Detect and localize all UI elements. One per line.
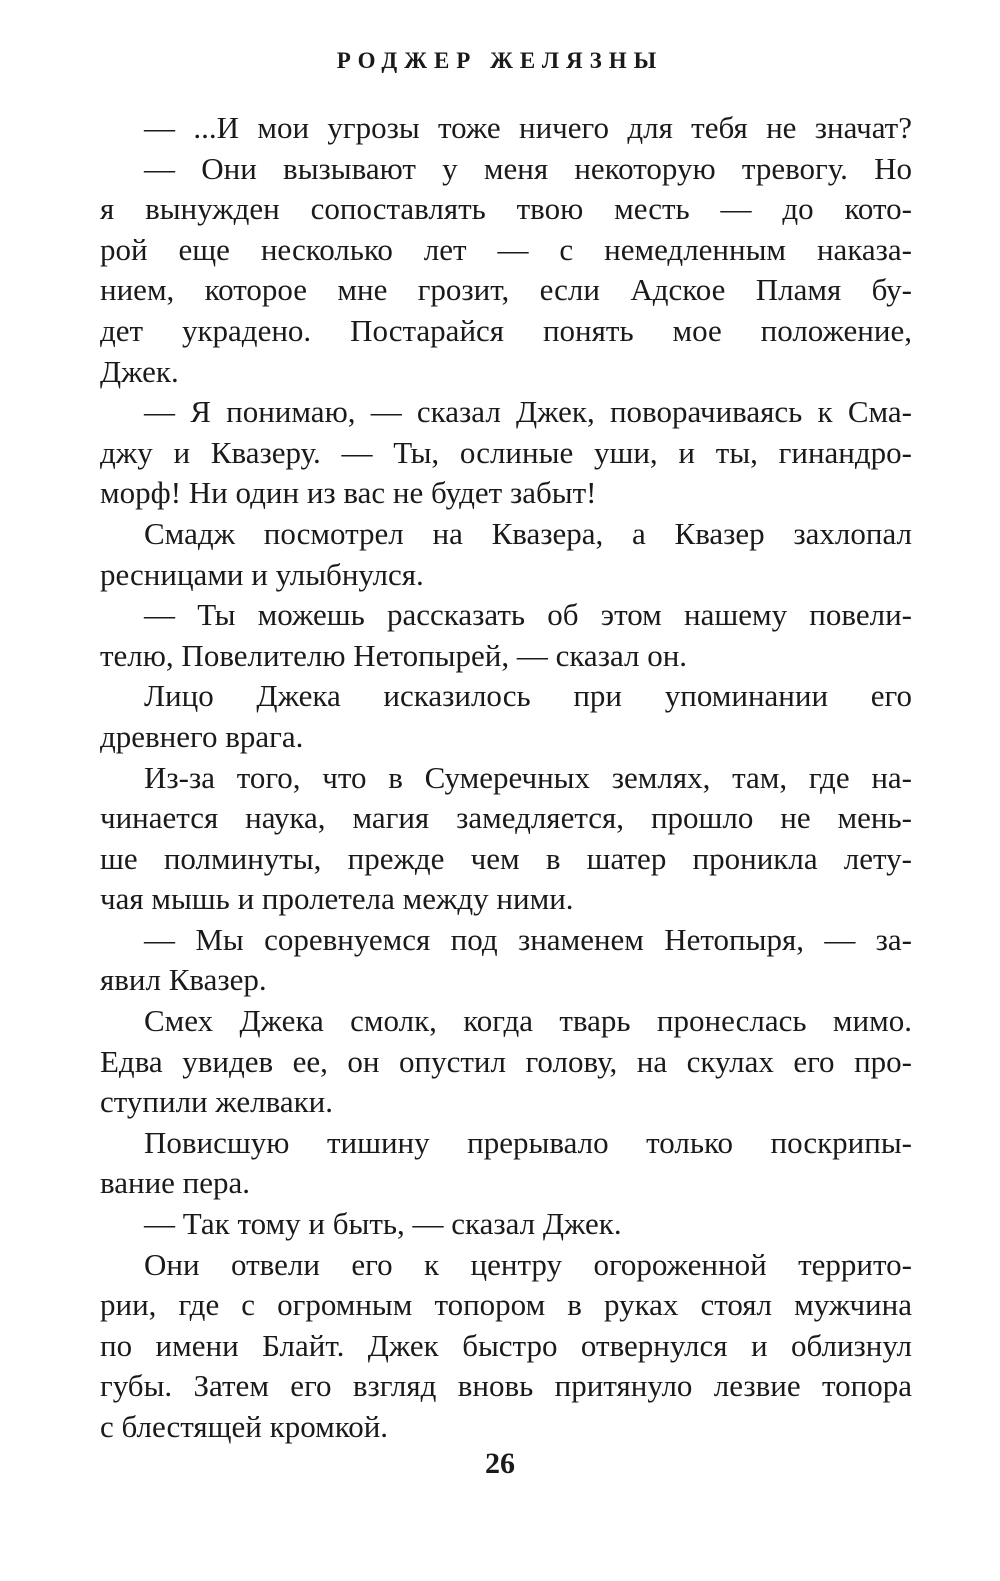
text-line: телю, Повелителю Нетопырей, — сказал он. [100,637,688,673]
text-line: морф! Ни один из вас не будет забыт! [100,475,597,511]
text-line: я вынужден сопоставлять твою месть — до кото- [100,191,912,227]
text-line: губы. Затем его взгляд вновь притянуло лезвие топора [100,1368,912,1404]
text-line: чая мышь и пролетела между ними. [100,881,574,917]
page-number: 26 [485,1447,515,1480]
text-line: Смадж посмотрел на Квазера, а Квазер захлопал [144,515,912,551]
text-line: чинается наука, магия замедляется, прошло не мень- [100,800,912,836]
text-line: Джек. [100,353,179,389]
text-line: Из-за того, что в Сумеречных землях, там, где на- [144,759,912,795]
text-line: Они отвели его к центру огороженной террито- [144,1246,912,1282]
text-line: ресницами и улыбнулся. [100,556,424,592]
text-line: с блестящей кромкой. [100,1409,389,1444]
text-line: Едва увидев ее, он опустил голову, на скулах его про- [100,1043,912,1079]
text-line: по имени Блайт. Джек быстро отвернулся и облизнул [100,1327,912,1363]
text-line: вание пера. [100,1165,251,1201]
text-line: Повисшую тишину прерывало только поскрипы- [144,1124,912,1160]
text-line: древнего врага. [100,718,304,754]
text-line: рии, где с огромным топором в руках стоял мужчина [100,1287,912,1323]
text-line: рой еще несколько лет — с немедленным наказа- [100,231,912,267]
text-line: Лицо Джека исказилось при упоминании его [144,678,912,714]
text-line: — Так тому и быть, — сказал Джек. [144,1206,622,1242]
text-line: — Они вызывают у меня некоторую тревогу. Но [144,150,912,186]
text-line: ступили желваки. [100,1084,334,1120]
text-line: — ...И мои угрозы тоже ничего для тебя не значат? [144,110,912,145]
text-line: Смех Джека смолк, когда тварь пронеслась мимо. [144,1003,912,1039]
text-line: дет украдено. Постарайся понять мое положение, [100,312,912,348]
body-text [100,108,912,1448]
text-line: ше полминуты, прежде чем в шатер проникла лету- [100,840,912,876]
text-line: джу и Квазеру. — Ты, ослиные уши, и ты, гинандро- [100,434,912,470]
running-head-author: РОДЖЕР ЖЕЛЯЗНЫ [336,48,664,73]
text-line: — Ты можешь рассказать об этом нашему повели- [144,597,912,633]
text-line: нием, которое мне грозит, если Адское Пламя бу- [100,272,912,308]
text-line: — Мы соревнуемся под знаменем Нетопыря, — за- [144,921,912,957]
text-line: — Я понимаю, — сказал Джек, поворачиваясь к Сма- [144,394,912,430]
text-line: явил Квазер. [100,962,267,998]
